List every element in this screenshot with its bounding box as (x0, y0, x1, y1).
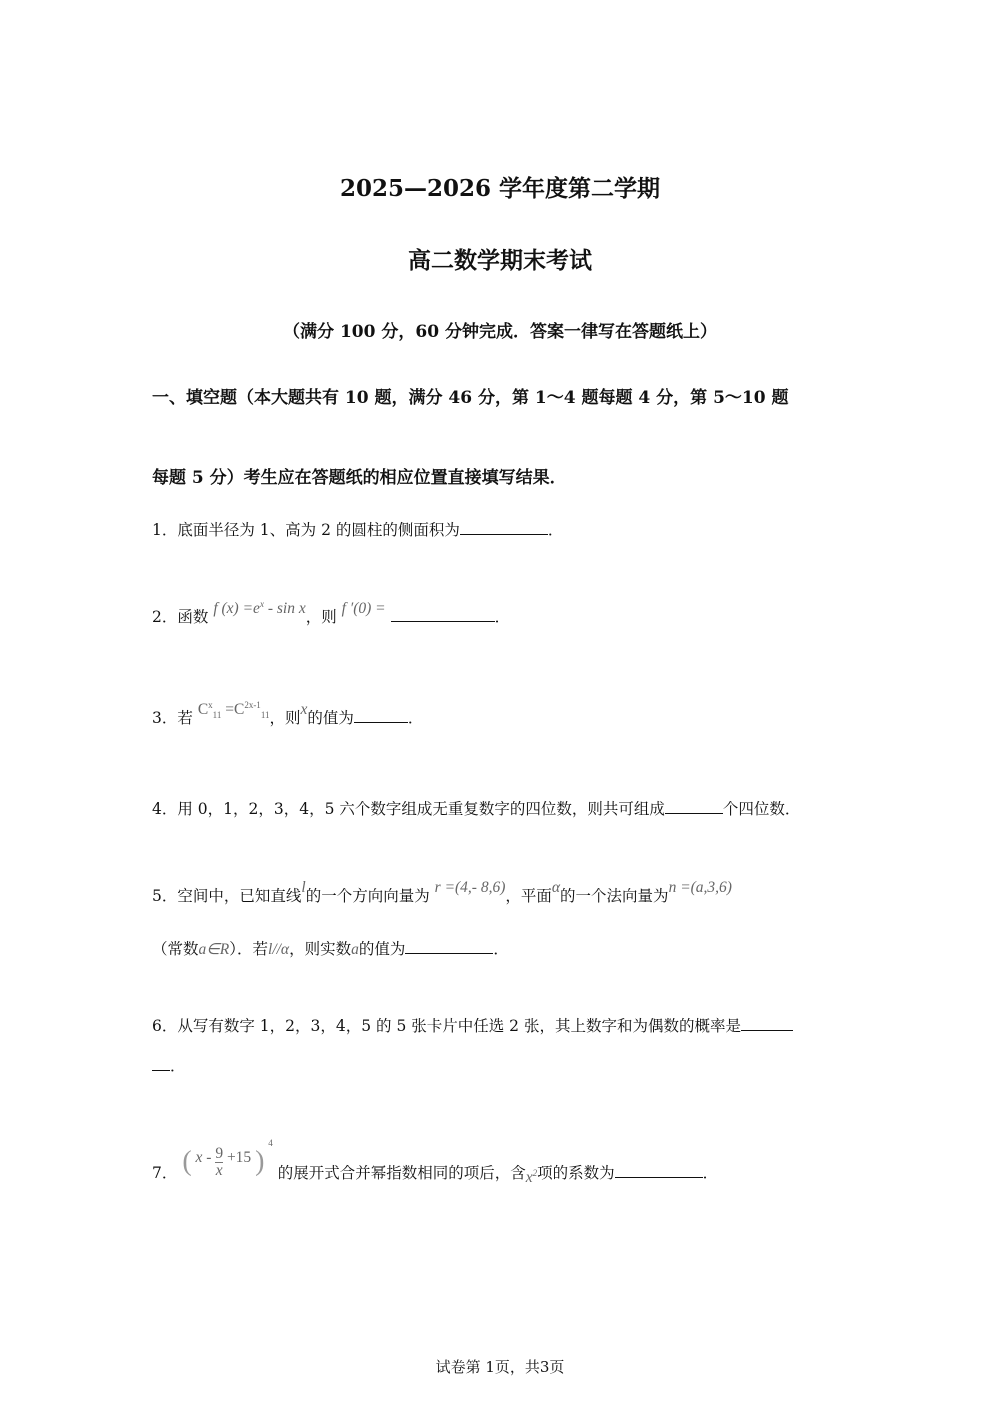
question-text: 底面半径为 1、高为 2 的圆柱的侧面积为 (177, 521, 460, 539)
question-number: 5． (152, 887, 178, 905)
constant-condition: a∈R (198, 941, 230, 958)
exam-title: 2025—2026 学年度第二学期 (339, 175, 661, 202)
derivative-formula: f ′(0) = (341, 600, 386, 617)
x-squared-term: $x^2$ (525, 1167, 538, 1186)
answer-blank[interactable] (460, 519, 548, 535)
variable-l: l (301, 879, 306, 896)
function-formula: f $(x) =e^x - \sin x$ (213, 598, 306, 617)
answer-blank[interactable] (665, 798, 723, 814)
answer-blank[interactable] (615, 1162, 703, 1178)
answer-blank[interactable] (354, 707, 408, 723)
question-number: 7． (152, 1164, 178, 1182)
question-5: 5．空间中，已知直线l的一个方向向量为 r =(4,- 8,6)，平面α的一个法向量为n =(a,3,6) (152, 879, 732, 905)
question-text: 用 0，1，2，3，4，5 六个数字组成无重复数字的四位数，则共可组成 (177, 800, 665, 818)
variable-alpha: α (551, 879, 561, 896)
section-heading-line2: 每题 5 分）考生应在答题纸的相应位置直接填写结果． (152, 468, 567, 488)
question-6-line2: ． (152, 1054, 186, 1076)
page-footer: 试卷第 1页，共3页 (435, 1358, 565, 1376)
binomial-expression: ( x - $\frac{9}{x}$ +15 ) $^4$ (182, 1137, 273, 1179)
answer-blank-continued[interactable] (152, 1055, 170, 1071)
answer-blank[interactable] (405, 938, 493, 954)
question-number: 4． (152, 800, 178, 818)
parallel-condition: l//α (268, 941, 290, 958)
variable-a: a (351, 941, 359, 958)
variable-x: x (300, 701, 308, 718)
answer-blank[interactable] (741, 1015, 793, 1031)
section-heading-line1: 一、填空题（本大题共有 10 题，满分 46 分，第 1～4 题每题 4 分，第 5～10 题 (152, 388, 789, 408)
question-number: 2． (152, 608, 178, 626)
combination-formula: $C^x_{11} =C^{2x-1}_{11}$ (197, 699, 270, 721)
question-3: 3．若 $C^x_{11} =C^{2x-1}_{11}$，则x的值为 ． (152, 699, 424, 727)
question-number: 1． (152, 521, 178, 539)
direction-vector-formula: r =(4,- 8,6) (434, 879, 506, 896)
exam-instructions: （满分 100 分，60 分钟完成．答案一律写在答题纸上） (283, 322, 717, 342)
question-6 (152, 1014, 793, 1036)
question-number: 6． (152, 1017, 178, 1035)
question-text: 从写有数字 1，2，3，4，5 的 5 张卡片中任选 2 张，其上数字和为偶数的概率是 (177, 1017, 741, 1035)
question-7: 7． ( x - $\frac{9}{x}$ +15 ) $^4$ 的展开式合并幂指数相同的项后，含$x^2$项的系数为 ． (152, 1152, 718, 1196)
question-4: 4．用 0，1，2，3，4，5 六个数字组成无重复数字的四位数，则共可组成 个四位数． (152, 800, 801, 818)
question-2: 2．函数 f $(x) =e^x - \sin x$，则 f ′(0) = ． (152, 598, 511, 626)
question-5-line2: （常数a∈R）．若l//α，则实数a的值为 ． (152, 940, 509, 958)
question-1: 1．底面半径为 1、高为 2 的圆柱的侧面积为 ． (152, 521, 564, 539)
answer-blank[interactable] (391, 606, 495, 622)
normal-vector-formula: n =(a,3,6) (668, 879, 732, 896)
exam-subtitle: 高二数学期末考试 (408, 247, 592, 274)
question-number: 3． (152, 709, 178, 727)
